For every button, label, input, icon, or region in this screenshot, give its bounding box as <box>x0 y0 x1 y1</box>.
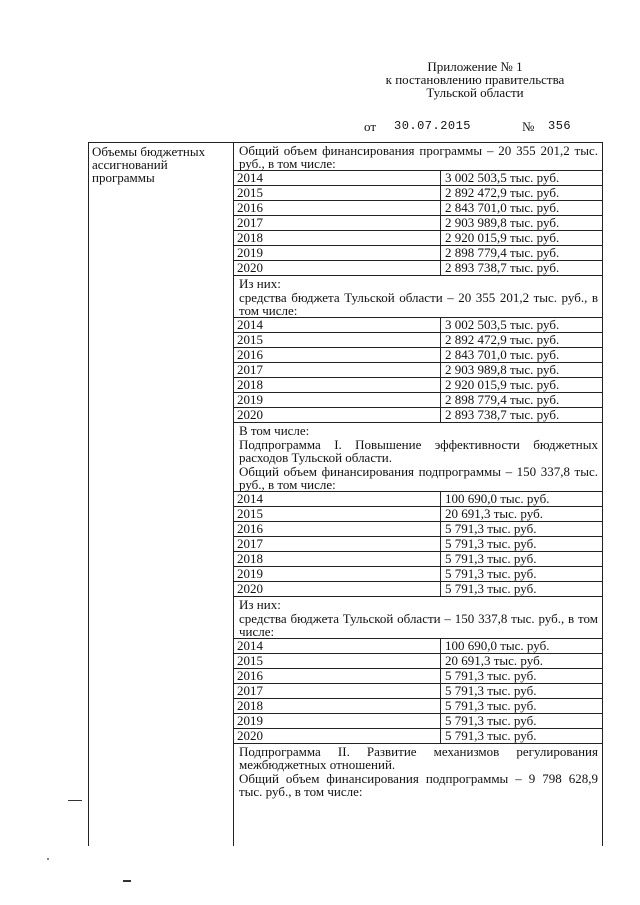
year-cell: 2015 <box>234 186 441 200</box>
year-cell: 2019 <box>234 246 441 260</box>
appendix-header <box>360 60 590 99</box>
table-row <box>234 333 602 348</box>
intro-paragraph: Подпрограмма I. Повышение эффективности бюджетных расходов Тульской области. <box>239 437 598 465</box>
amount-cell: 5 791,3 тыс. руб. <box>445 668 537 683</box>
year-cell: 2016 <box>234 201 441 215</box>
year-cell: 2017 <box>234 684 441 698</box>
year-cell: 2019 <box>234 393 441 407</box>
table-row <box>234 261 602 276</box>
number-prefix: № <box>522 119 535 134</box>
table-row <box>234 393 602 408</box>
table-row <box>234 639 602 654</box>
intro-paragraph: В том числе: <box>239 423 310 438</box>
amount-cell: 2 920 015,9 тыс. руб. <box>445 230 560 245</box>
amount-cell: 2 898 779,4 тыс. руб. <box>445 245 560 260</box>
amount-cell: 2 920 015,9 тыс. руб. <box>445 377 560 392</box>
year-value-table <box>234 638 602 744</box>
year-cell: 2020 <box>234 261 441 275</box>
year-cell: 2016 <box>234 669 441 683</box>
amount-cell: 2 893 738,7 тыс. руб. <box>445 407 560 422</box>
table-row <box>234 186 602 201</box>
amount-cell: 3 002 503,5 тыс. руб. <box>445 317 560 332</box>
year-value-table <box>234 491 602 597</box>
year-cell: 2016 <box>234 348 441 362</box>
year-cell: 2018 <box>234 378 441 392</box>
year-cell: 2020 <box>234 729 441 743</box>
funding-details-cell <box>234 143 602 846</box>
table-row <box>234 669 602 684</box>
amount-cell: 20 691,3 тыс. руб. <box>445 653 543 668</box>
table-row <box>234 378 602 393</box>
year-cell: 2020 <box>234 408 441 422</box>
table-row <box>234 363 602 378</box>
amount-cell: 100 690,0 тыс. руб. <box>445 638 550 653</box>
table-row <box>234 522 602 537</box>
table-row <box>234 246 602 261</box>
table-row <box>234 171 602 186</box>
amount-cell: 5 791,3 тыс. руб. <box>445 713 537 728</box>
table-row <box>234 216 602 231</box>
amount-cell: 2 903 989,8 тыс. руб. <box>445 215 560 230</box>
subprogram-paragraph: Подпрограмма II. Развитие механизмов регулирования межбюджетных отношений. <box>239 744 598 772</box>
intro-paragraph: Из них: <box>239 276 281 291</box>
year-cell: 2014 <box>234 318 441 332</box>
intro-paragraph: Из них: <box>239 597 281 612</box>
year-cell: 2018 <box>234 699 441 713</box>
table-row <box>234 714 602 729</box>
row-label-cell <box>89 143 234 846</box>
amount-cell: 2 843 701,0 тыс. руб. <box>445 200 560 215</box>
amount-cell: 2 898 779,4 тыс. руб. <box>445 392 560 407</box>
amount-cell: 5 791,3 тыс. руб. <box>445 683 537 698</box>
table-row <box>234 408 602 423</box>
table-row <box>234 582 602 597</box>
table-row <box>234 231 602 246</box>
amount-cell: 2 843 701,0 тыс. руб. <box>445 347 560 362</box>
amount-cell: 5 791,3 тыс. руб. <box>445 728 537 743</box>
order-reference <box>364 119 572 135</box>
intro-paragraph: средства бюджета Тульской области – 150 337,8 тыс. руб., в том числе: <box>239 611 598 639</box>
date-prefix: от <box>364 119 377 134</box>
table-row <box>234 507 602 522</box>
table-row <box>234 684 602 699</box>
appendix-region: Тульской области <box>426 85 524 100</box>
year-cell: 2017 <box>234 363 441 377</box>
year-cell: 2017 <box>234 216 441 230</box>
table-row <box>234 567 602 582</box>
amount-cell: 2 892 472,9 тыс. руб. <box>445 185 560 200</box>
amount-cell: 2 892 472,9 тыс. руб. <box>445 332 560 347</box>
scan-artifact-mark <box>123 880 131 882</box>
table-row <box>234 492 602 507</box>
amount-cell: 5 791,3 тыс. руб. <box>445 551 537 566</box>
table-row <box>234 537 602 552</box>
intro-paragraph: Общий объем финансирования подпрограммы – 150 337,8 тыс. руб., в том числе: <box>239 464 598 492</box>
year-cell: 2020 <box>234 582 441 596</box>
table-row <box>234 699 602 714</box>
year-cell: 2015 <box>234 507 441 521</box>
order-date: 30.07.2015 <box>394 119 472 133</box>
year-cell: 2014 <box>234 171 441 185</box>
year-cell: 2015 <box>234 654 441 668</box>
year-cell: 2018 <box>234 552 441 566</box>
order-number: 356 <box>548 119 572 133</box>
amount-cell: 5 791,3 тыс. руб. <box>445 698 537 713</box>
year-cell: 2017 <box>234 537 441 551</box>
amount-cell: 20 691,3 тыс. руб. <box>445 506 543 521</box>
amount-cell: 5 791,3 тыс. руб. <box>445 521 537 536</box>
appendix-title: Приложение № 1 <box>427 59 523 74</box>
row-label: Объемы бюджетных ассигнований программы <box>92 144 206 185</box>
year-cell: 2018 <box>234 231 441 245</box>
scan-artifact-dot <box>47 858 49 860</box>
table-row <box>234 348 602 363</box>
amount-cell: 5 791,3 тыс. руб. <box>445 566 537 581</box>
table-row <box>234 201 602 216</box>
table-row <box>234 552 602 567</box>
table-row <box>234 729 602 744</box>
amount-cell: 3 002 503,5 тыс. руб. <box>445 170 560 185</box>
subprogram-paragraph: Общий объем финансирования подпрограммы – 9 798 628,9 тыс. руб., в том числе: <box>239 771 598 799</box>
year-cell: 2016 <box>234 522 441 536</box>
intro-paragraph: средства бюджета Тульской области – 20 355 201,2 тыс. руб., в том числе: <box>239 290 598 318</box>
year-value-table <box>234 170 602 276</box>
amount-cell: 2 903 989,8 тыс. руб. <box>445 362 560 377</box>
amount-cell: 5 791,3 тыс. руб. <box>445 536 537 551</box>
budget-table <box>88 142 603 846</box>
table-row <box>234 318 602 333</box>
intro-paragraph: Общий объем финансирования программы – 20 355 201,2 тыс. руб., в том числе: <box>239 143 598 171</box>
amount-cell: 5 791,3 тыс. руб. <box>445 581 537 596</box>
table-row <box>234 654 602 669</box>
appendix-subtitle: к постановлению правительства <box>385 72 565 87</box>
year-cell: 2019 <box>234 714 441 728</box>
year-cell: 2014 <box>234 639 441 653</box>
amount-cell: 2 893 738,7 тыс. руб. <box>445 260 560 275</box>
amount-cell: 100 690,0 тыс. руб. <box>445 491 550 506</box>
year-cell: 2019 <box>234 567 441 581</box>
year-cell: 2014 <box>234 492 441 506</box>
year-cell: 2015 <box>234 333 441 347</box>
year-value-table <box>234 317 602 423</box>
scan-artifact-mark <box>68 800 82 801</box>
